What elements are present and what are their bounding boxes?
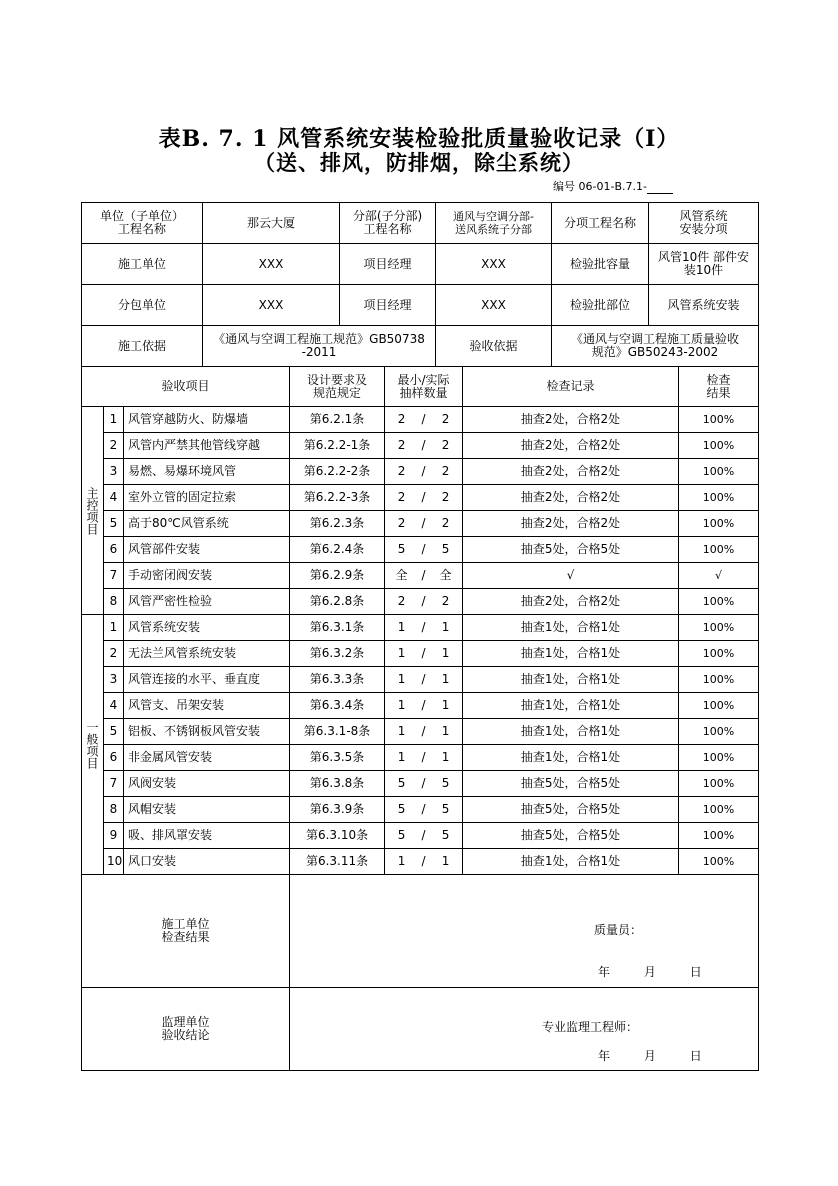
supervisor-date-month: 月 [643,1049,656,1063]
item-sample[interactable] [385,511,463,537]
supervisor-date [598,1050,702,1063]
item-number: 10 [104,849,124,875]
supervisor-label [82,988,290,1071]
sample-min: 全 [395,568,408,582]
item-number: 7 [104,771,124,797]
general-item-row [82,667,759,693]
sub-builder-value-text: XXX [258,297,284,312]
capacity-label-text: 检验批容量 [569,256,630,271]
main-item-group-label [82,407,104,615]
sample-slash: / [421,724,426,738]
col-record [463,367,679,407]
item-clause: 第6.2.9条 [290,563,385,589]
item-record[interactable]: 抽查1处，合格1处 [463,693,679,719]
col-sample-text: 最小/实际 抽样数量 [397,372,450,400]
sample-actual: 5 [441,828,450,842]
item-number: 5 [104,511,124,537]
item-result[interactable]: 100% [679,849,759,875]
sample-min: 2 [397,438,406,452]
general-item-row [82,745,759,771]
item-result[interactable]: 100% [679,433,759,459]
item-name: 无法兰风管系统安装 [124,641,290,667]
main-item-row [82,511,759,537]
unit-label [82,203,203,244]
item-result[interactable]: 100% [679,511,759,537]
sub-label-text: 分项工程名称 [563,215,636,230]
part-label-text: 分部(子分部) 工程名称 [352,209,423,236]
item-sample[interactable] [385,537,463,563]
sample-min: 1 [397,698,406,712]
sample-slash: / [421,464,426,478]
builder-value[interactable] [203,244,340,285]
item-record[interactable]: 抽查5处，合格5处 [463,797,679,823]
header-table [81,202,759,367]
item-result[interactable]: 100% [679,771,759,797]
capacity-value-text: 风管10件 部件安 装10件 [657,250,750,277]
basis-label-text: 施工依据 [117,338,166,353]
item-result[interactable]: 100% [679,641,759,667]
col-design-text: 设计要求及 规范规定 [307,372,368,400]
sample-slash: / [421,542,426,556]
sample-slash: / [421,594,426,608]
builder-date-month: 月 [643,965,656,979]
item-number: 2 [104,433,124,459]
sample-actual: 2 [441,412,450,426]
item-clause: 第6.2.3条 [290,511,385,537]
col-result [679,367,759,407]
sample-min: 1 [397,646,406,660]
sample-slash: / [421,646,426,660]
sample-slash: / [421,776,426,790]
item-result[interactable]: 100% [679,797,759,823]
sample-actual: 2 [441,594,450,608]
pm-value-text: XXX [481,256,506,271]
item-clause: 第6.3.9条 [290,797,385,823]
sample-slash: / [421,620,426,634]
item-name: 手动密闭阀安装 [124,563,290,589]
sample-min: 1 [397,854,406,868]
item-name: 高于80℃风管系统 [124,511,290,537]
item-record[interactable]: 抽查2处，合格2处 [463,433,679,459]
general-item-row [82,797,759,823]
item-clause: 第6.2.1条 [290,407,385,433]
sample-slash: / [421,750,426,764]
item-name: 风管系统安装 [124,615,290,641]
general-item-group-text: 一般项目 [85,720,99,769]
item-result[interactable]: 100% [679,745,759,771]
part-label [340,203,436,244]
general-item-row [82,693,759,719]
main-item-group-text: 主控项目 [85,486,99,535]
supervisor-date-day: 日 [689,1049,702,1063]
supervisor-label-text: 监理单位 验收结论 [161,1015,210,1042]
basis-value[interactable] [203,326,436,367]
signoff-table [81,874,759,1071]
sample-actual: 5 [441,542,450,556]
item-result[interactable]: 100% [679,485,759,511]
item-sample[interactable] [385,667,463,693]
sample-slash: / [421,568,426,582]
form-code [553,178,673,194]
item-result[interactable]: 100% [679,407,759,433]
sub-builder-value[interactable] [203,285,340,326]
item-name: 风管穿越防火、防爆墙 [124,407,290,433]
item-name: 风阀安装 [124,771,290,797]
sample-actual: 1 [441,750,450,764]
item-number: 4 [104,693,124,719]
main-item-row [82,459,759,485]
item-sample[interactable] [385,433,463,459]
sample-actual: 1 [441,724,450,738]
sample-actual: 1 [441,620,450,634]
part-value[interactable] [436,203,552,244]
item-sample[interactable] [385,615,463,641]
builder-label [82,244,203,285]
item-clause: 第6.2.2-3条 [290,485,385,511]
item-name: 风管内严禁其他管线穿越 [124,433,290,459]
item-record[interactable]: 抽查5处，合格5处 [463,537,679,563]
builder-check-cell[interactable] [290,875,759,988]
form-subtitle: （送、排风，防排烟，除尘系统） [254,150,584,175]
item-number: 3 [104,459,124,485]
item-number: 7 [104,563,124,589]
sub-builder-label-text: 分包单位 [117,297,166,312]
sample-actual: 全 [439,568,452,582]
quality-inspector-label: 质量员： [594,923,643,937]
general-item-row [82,823,759,849]
sample-min: 1 [397,724,406,738]
sample-min: 5 [397,802,406,816]
sample-min: 2 [397,464,406,478]
form-title: 表B. 7. 1 风管系统安装检验批质量验收记录（Ⅰ） [158,126,680,152]
sample-min: 2 [397,412,406,426]
item-sample[interactable] [385,823,463,849]
sample-min: 5 [397,776,406,790]
item-clause: 第6.2.8条 [290,589,385,615]
main-item-row [82,563,759,589]
main-item-row [82,407,759,433]
item-result[interactable]: √ [679,563,759,589]
item-sample[interactable] [385,459,463,485]
main-item-row [82,537,759,563]
sample-actual: 2 [441,516,450,530]
item-clause: 第6.2.2-2条 [290,459,385,485]
form-code-value: 06-01-B.7.1- [578,180,647,193]
item-name: 非金属风管安装 [124,745,290,771]
sample-min: 1 [397,750,406,764]
item-record[interactable]: 抽查5处，合格5处 [463,823,679,849]
item-sample[interactable] [385,719,463,745]
sample-min: 1 [397,672,406,686]
accept-basis-value[interactable] [552,326,759,367]
item-record[interactable]: 抽查2处，合格2处 [463,459,679,485]
item-number: 5 [104,719,124,745]
item-clause: 第6.3.10条 [290,823,385,849]
item-clause: 第6.3.3条 [290,667,385,693]
builder-date-year: 年 [598,965,611,979]
accept-basis-label [436,326,552,367]
column-header-row [82,367,759,407]
item-name: 吸、排风罩安装 [124,823,290,849]
capacity-value[interactable] [649,244,759,285]
item-clause: 第6.2.2-1条 [290,433,385,459]
item-name: 风管部件安装 [124,537,290,563]
sample-actual: 1 [441,672,450,686]
supervisor-date-year: 年 [598,1049,611,1063]
item-result[interactable]: 100% [679,719,759,745]
pm-label-text: 项目经理 [363,256,412,271]
sample-actual: 5 [441,776,450,790]
col-record-text: 检查记录 [546,379,595,393]
item-result[interactable]: 100% [679,459,759,485]
item-name: 风管连接的水平、垂直度 [124,667,290,693]
pm2-value[interactable] [436,285,552,326]
form-code-blank[interactable] [647,183,673,194]
unit-label-text: 单位（子单位） 工程名称 [99,209,184,236]
item-record[interactable]: 抽查2处，合格2处 [463,511,679,537]
sample-min: 1 [397,620,406,634]
part-pos-label [552,285,649,326]
item-number: 8 [104,589,124,615]
builder-value-text: XXX [258,256,284,271]
item-number: 8 [104,797,124,823]
basis-label [82,326,203,367]
item-record[interactable]: 抽查2处，合格2处 [463,407,679,433]
sample-actual: 2 [441,490,450,504]
item-result[interactable]: 100% [679,823,759,849]
item-number: 6 [104,745,124,771]
item-sample[interactable] [385,485,463,511]
item-sample[interactable] [385,589,463,615]
col-design [290,367,385,407]
main-item-row [82,589,759,615]
item-record[interactable]: 抽查5处，合格5处 [463,771,679,797]
sample-slash: / [421,672,426,686]
item-record[interactable]: 抽查1处，合格1处 [463,615,679,641]
unit-value[interactable] [203,203,340,244]
sample-min: 2 [397,516,406,530]
item-sample[interactable] [385,641,463,667]
general-item-row [82,641,759,667]
item-sample[interactable] [385,407,463,433]
builder-label-text: 施工单位 [117,256,166,271]
item-name: 风口安装 [124,849,290,875]
item-record[interactable]: 抽查1处，合格1处 [463,641,679,667]
builder-date [598,966,702,979]
main-item-row [82,433,759,459]
item-record[interactable]: 抽查1处，合格1处 [463,667,679,693]
accept-basis-value-text: 《通风与空调工程施工质量验收 规范》GB50243-2002 [570,332,739,359]
form-code-label: 编号 [553,180,576,193]
item-number: 4 [104,485,124,511]
item-name: 风管支、吊架安装 [124,693,290,719]
item-record[interactable]: 抽查1处，合格1处 [463,849,679,875]
item-record[interactable]: √ [463,563,679,589]
basis-value-text: 《通风与空调工程施工规范》GB50738 -2011 [213,332,425,359]
sample-slash: / [421,412,426,426]
capacity-label [552,244,649,285]
col-result-text: 检查 结果 [706,372,731,400]
item-result[interactable]: 100% [679,667,759,693]
item-clause: 第6.3.8条 [290,771,385,797]
item-number: 9 [104,823,124,849]
sample-slash: / [421,802,426,816]
general-item-row [82,849,759,875]
sample-slash: / [421,516,426,530]
builder-date-day: 日 [689,965,702,979]
item-sample[interactable] [385,563,463,589]
sample-min: 5 [397,828,406,842]
sample-min: 2 [397,594,406,608]
item-name: 易燃、易爆环境风管 [124,459,290,485]
sub-builder-label [82,285,203,326]
item-name: 风帽安装 [124,797,290,823]
accept-basis-label-text: 验收依据 [469,338,518,353]
sample-slash: / [421,698,426,712]
item-clause: 第6.3.11条 [290,849,385,875]
general-item-group-label [82,615,104,875]
general-item-row [82,771,759,797]
builder-check-label [82,875,290,988]
item-clause: 第6.3.2条 [290,641,385,667]
item-record[interactable]: 抽查2处，合格2处 [463,485,679,511]
item-clause: 第6.2.4条 [290,537,385,563]
sample-min: 5 [397,542,406,556]
sub-value[interactable] [649,203,759,244]
item-number: 6 [104,537,124,563]
sub-value-text: 风管系统 安装分项 [679,209,728,236]
sample-slash: / [421,490,426,504]
item-result[interactable]: 100% [679,537,759,563]
main-item-row [82,485,759,511]
part-pos-value[interactable] [649,285,759,326]
item-sample[interactable] [385,797,463,823]
item-result[interactable]: 100% [679,615,759,641]
supervisor-engineer-label: 专业监理工程师： [542,1020,639,1034]
item-result[interactable]: 100% [679,589,759,615]
sample-slash: / [421,828,426,842]
pm2-value-text: XXX [481,297,506,312]
item-name: 铝板、不锈钢板风管安装 [124,719,290,745]
item-record[interactable]: 抽查2处，合格2处 [463,589,679,615]
item-name: 风管严密性检验 [124,589,290,615]
item-name: 室外立管的固定拉索 [124,485,290,511]
sub-label [552,203,649,244]
col-item-text: 验收项目 [161,379,210,393]
pm-value[interactable] [436,244,552,285]
pm2-label [340,285,436,326]
builder-check-label-text: 施工单位 检查结果 [161,917,210,944]
sample-slash: / [421,438,426,452]
sample-actual: 1 [441,854,450,868]
item-sample[interactable] [385,849,463,875]
sample-slash: / [421,854,426,868]
part-pos-value-text: 风管系统安装 [667,297,740,312]
item-number: 3 [104,667,124,693]
part-pos-label-text: 检验批部位 [569,297,630,312]
supervisor-cell[interactable] [290,988,759,1071]
item-sample[interactable] [385,745,463,771]
sample-min: 2 [397,490,406,504]
item-sample[interactable] [385,771,463,797]
item-number: 1 [104,615,124,641]
general-item-row [82,615,759,641]
item-record[interactable]: 抽查1处，合格1处 [463,719,679,745]
col-sample [385,367,463,407]
item-sample[interactable] [385,693,463,719]
sample-actual: 2 [441,438,450,452]
item-clause: 第6.3.5条 [290,745,385,771]
item-clause: 第6.3.1-8条 [290,719,385,745]
item-clause: 第6.3.1条 [290,615,385,641]
part-value-text: 通风与空调分部- 送风系统子分部 [453,210,534,236]
sample-actual: 5 [441,802,450,816]
pm-label [340,244,436,285]
sample-actual: 1 [441,698,450,712]
item-clause: 第6.3.4条 [290,693,385,719]
items-table [81,366,759,875]
sample-actual: 2 [441,464,450,478]
item-result[interactable]: 100% [679,693,759,719]
item-number: 2 [104,641,124,667]
unit-value-text: 那云大厦 [246,215,295,230]
item-number: 1 [104,407,124,433]
item-record[interactable]: 抽查1处，合格1处 [463,745,679,771]
sample-actual: 1 [441,646,450,660]
general-item-row [82,719,759,745]
pm2-label-text: 项目经理 [363,297,412,312]
col-item [82,367,290,407]
